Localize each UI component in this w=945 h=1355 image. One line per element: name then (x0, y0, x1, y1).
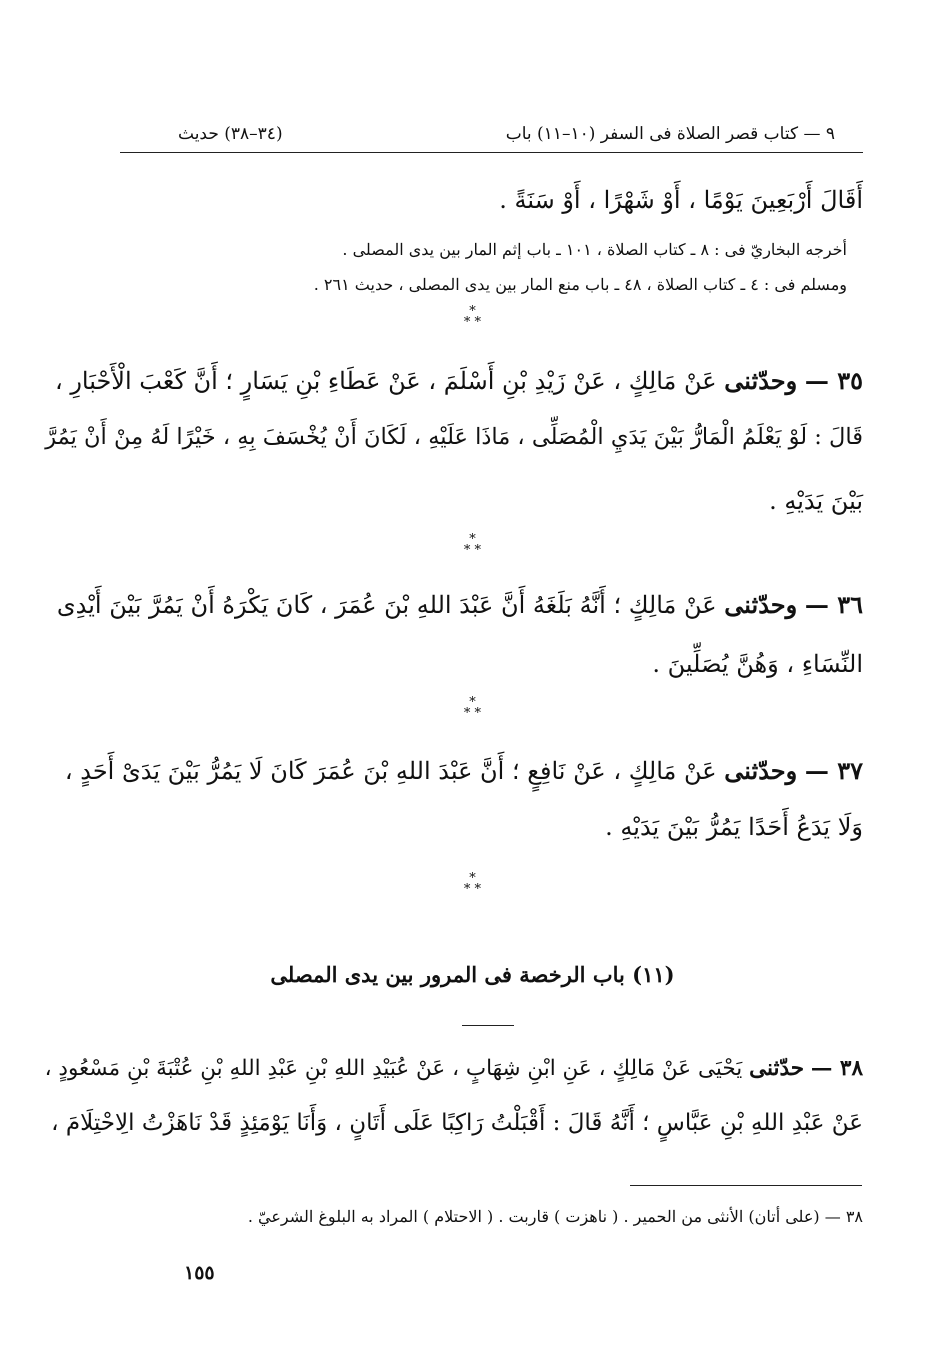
hadith-number: ٣٦ — (804, 590, 863, 619)
section-separator-stars: * * * (463, 304, 482, 330)
hadith-text: يَحْيَى عَنْ مَالِكٍ ، عَنِ ابْنِ شِهَابٍ ، عَنْ عُبَيْدِ اللهِ بْنِ عَبْدِ اللهِ بْنِ عُتْبَةَ بْنِ مَسْعُودٍ ، (44, 1056, 743, 1081)
continued-text-line: أَقَالَ أَرْبَعِينَ يَوْمًا ، أَوْ شَهْرًا ، أَوْ سَنَةً . (499, 186, 863, 214)
hadith-37-line-1 (65, 756, 863, 785)
hadith-lead-word: حدّثنى (749, 1056, 805, 1081)
source-note-bukhari: أخرجه البخاريّ فى : ٨ ـ كتاب الصلاة ، ١٠١ ـ باب إثم المار بين يدى المصلى . (342, 240, 847, 259)
hadith-35-line-1 (55, 366, 863, 395)
hadith-number: ٣٨ — (810, 1056, 863, 1081)
hadith-37-line-2: وَلَا يَدَعُ أَحَدًا يَمُرُّ بَيْنَ يَدَيْهِ . (605, 813, 863, 841)
running-header (120, 118, 835, 154)
footnote: ٣٨ — (على أتان) الأنثى من الحمير . ( ناهزت ) قاربت . ( الاحتلام ) المراد به البلوغ الشرعيّ . (247, 1207, 863, 1226)
hadith-text: عَنْ مَالِكٍ ، عَنْ نَافِعٍ ؛ أَنَّ عَبْدَ اللهِ بْنَ عُمَرَ كَانَ لَا يَمُرُّ بَيْنَ يَدَىْ أَحَدٍ ، (64, 757, 717, 785)
hadith-number: ٣٥ — (804, 366, 863, 395)
page-number: ١٥٥ (184, 1262, 215, 1284)
hadith-35-line-3: بَيْنَ يَدَيْهِ . (769, 487, 863, 515)
section-separator-stars: * * * (463, 695, 482, 721)
hadith-36-line-1 (57, 590, 863, 619)
hadith-text: عَنْ مَالِكٍ ؛ أَنَّهُ بَلَغَهُ أَنَّ عَبْدَ اللهِ بْنَ عُمَرَ ، كَانَ يَكْرَهُ أَنْ يَمُرَّ بَيْنَ أَيْدِى (56, 591, 717, 619)
hadith-35-line-2: قَالَ : لَوْ يَعْلَمُ الْمَارُّ بَيْنَ يَدَيِ الْمُصَلِّى ، مَاذَا عَلَيْهِ ، لَكَانَ أَنْ يُخْسَفَ بِهِ ، خَيْرًا لَهُ مِنْ أَنْ يَمُرَّ (45, 424, 863, 450)
section-separator-stars: * * * (463, 871, 482, 897)
chapter-divider (462, 1025, 514, 1026)
hadith-lead-word: وحدّثنى (724, 366, 798, 395)
hadith-36-line-2: النِّسَاءِ ، وَهُنَّ يُصَلِّينَ . (652, 650, 863, 678)
source-note-muslim: ومسلم فى : ٤ ـ كتاب الصلاة ، ٤٨ ـ باب منع المار بين يدى المصلى ، حديث ٢٦١ . (313, 275, 847, 294)
header-chapter-title: ٩ — كتاب قصر الصلاة فى السفر (١٠–١١) باب (505, 124, 835, 144)
footnote-divider (630, 1185, 862, 1186)
hadith-lead-word: وحدّثنى (724, 756, 798, 785)
section-separator-stars: * * * (463, 532, 482, 558)
hadith-lead-word: وحدّثنى (724, 590, 798, 619)
hadith-text: عَنْ مَالِكٍ ، عَنْ زَيْدِ بْنِ أَسْلَمَ ، عَنْ عَطَاءِ بْنِ يَسَارٍ ؛ أَنَّ كَعْبَ الْأَحْبَارِ ، (54, 367, 717, 395)
header-hadith-range: (٣٤–٣٨) حديث (178, 124, 283, 144)
hadith-number: ٣٧ — (804, 756, 863, 785)
hadith-38-line-2: عَنْ عَبْدِ اللهِ بْنِ عَبَّاسٍ ؛ أَنَّهُ قَالَ : أَقْبَلْتُ رَاكِبًا عَلَى أَتَانٍ ، وَأَنَا يَوْمَئِذٍ قَدْ نَاهَزْتُ الِاحْتِلَامَ ، (51, 1110, 863, 1136)
hadith-38-line-1 (45, 1056, 863, 1081)
chapter-heading: (١١) باب الرخصة فى المرور بين يدى المصلى (270, 962, 675, 987)
header-divider (120, 152, 863, 153)
